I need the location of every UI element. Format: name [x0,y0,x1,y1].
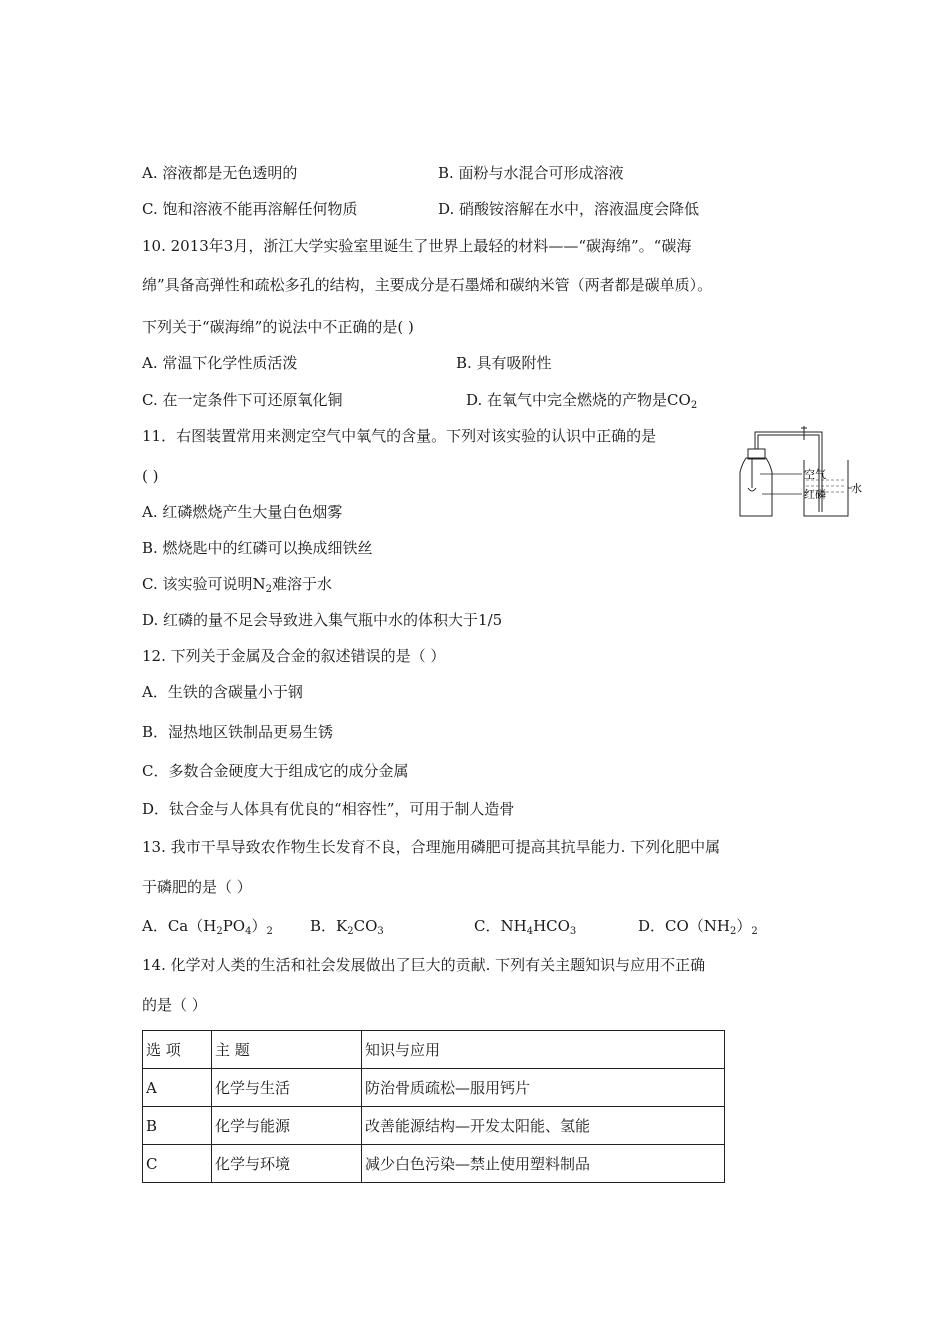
label-air: 空气 [804,468,826,481]
table-cell: A [143,1069,212,1107]
q9-option-d: D. 硝酸铵溶解在水中，溶液温度会降低 [438,200,700,218]
table-cell: 化学与环境 [212,1145,362,1183]
table-cell: 化学与生活 [212,1069,362,1107]
table-cell: C [143,1145,212,1183]
table-header-row [143,1031,725,1069]
q11-stem-line2: ( ) [142,467,159,485]
q13-stem-line2: 于磷肥的是（ ） [142,878,252,896]
table-header-cell: 知识与应用 [362,1031,725,1069]
q10-option-a: A. 常温下化学性质活泼 [142,354,298,372]
q10-stem-line1: 10. 2013年3月，浙江大学实验室里诞生了世界上最轻的材料——“碳海绵”。“碳海 [142,237,692,255]
q14-table [142,1030,725,1183]
q10-option-c: C. 在一定条件下可还原氧化铜 [142,391,343,409]
q11-option-d: D. 红磷的量不足会导致进入集气瓶中水的体积大于1/5 [142,611,503,629]
label-water: 水 [851,482,862,495]
q11-option-c: C. 该实验可说明$N_2$难溶于水 [142,575,332,595]
table-header-cell: 选 项 [143,1031,212,1069]
q12-option-d: D．钛合金与人体具有优良的“相容性”，可用于制人造骨 [142,800,515,818]
table-cell: B [143,1107,212,1145]
label-red-phosphorus: 红磷 [804,488,826,501]
table-cell: 化学与能源 [212,1107,362,1145]
q9-option-b: B. 面粉与水混合可形成溶液 [438,164,624,182]
q10-option-d: D. 在氧气中完全燃烧的产物是$CO_2$ [466,391,698,411]
q13-option-d: D．$CO(NH_2)_2$ [638,917,758,937]
table-cell: 改善能源结构—开发太阳能、氢能 [362,1107,725,1145]
q10-stem-line3: 下列关于“碳海绵”的说法中不正确的是( ) [142,318,414,336]
q11-option-a: A. 红磷燃烧产生大量白色烟雾 [142,503,343,521]
q13-option-a: A．$Ca(H_2PO_4)_2$ [142,917,273,937]
q9-option-a: A. 溶液都是无色透明的 [142,164,298,182]
q12-option-a: A．生铁的含碳量小于钢 [142,683,303,701]
q12-option-c: C．多数合金硬度大于组成它的成分金属 [142,762,409,780]
q13-option-c: C．$NH_4HCO_3$ [474,917,577,937]
q10-option-b: B. 具有吸附性 [456,354,552,372]
q9-option-c: C. 饱和溶液不能再溶解任何物质 [142,200,358,218]
table-row [143,1069,725,1107]
table-row [143,1107,725,1145]
q14-stem-line1: 14. 化学对人类的生活和社会发展做出了巨大的贡献. 下列有关主题知识与应用不正确 [142,956,706,974]
table-row [143,1145,725,1183]
q14-stem-line2: 的是（ ） [142,996,207,1014]
clamp [801,426,807,440]
combustion-spoon [748,459,756,491]
q12-option-b: B．湿热地区铁制品更易生锈 [142,723,334,741]
table-cell: 防治骨质疏松—服用钙片 [362,1069,725,1107]
q11-stem-line1: 11．右图装置常用来测定空气中氧气的含量。下列对该实验的认识中正确的是 [142,427,657,445]
table-header-cell: 主 题 [212,1031,362,1069]
q12-stem: 12. 下列关于金属及合金的叙述错误的是（ ） [142,647,446,665]
table-cell: 减少白色污染—禁止使用塑料制品 [362,1145,725,1183]
q11-option-b: B. 燃烧匙中的红磷可以换成细铁丝 [142,539,373,557]
gas-jar [740,458,772,516]
q10-stem-line2: 绵”具备高弹性和疏松多孔的结构，主要成分是石墨烯和碳纳米管（两者都是碳单质）。 [142,276,713,294]
q13-stem-line1: 13. 我市干旱导致农作物生长发育不良，合理施用磷肥可提高其抗旱能力. 下列化肥中属 [142,838,721,856]
oxygen-apparatus-figure [730,420,860,520]
q13-option-b: B．$K_2CO_3$ [310,917,384,937]
